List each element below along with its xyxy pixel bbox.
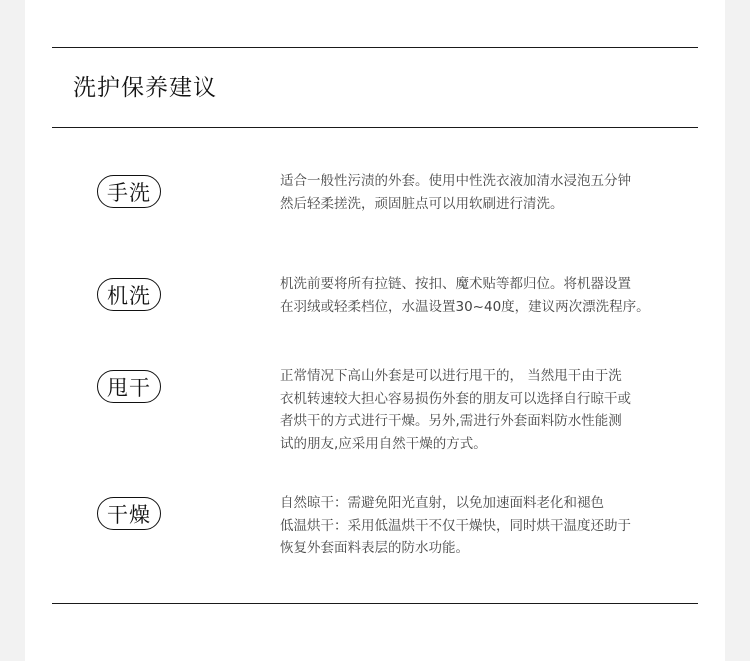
description-line: 正常情况下高山外套是可以进行甩干的， 当然甩干由于洗 (280, 368, 622, 384)
description-line: 试的朋友,应采用自然干燥的方式。 (280, 435, 487, 452)
bottom-divider (52, 603, 698, 604)
description-line: 者烘干的方式进行干燥。另外,需进行外套面料防水性能测 (280, 413, 622, 429)
top-divider (52, 47, 698, 48)
description-line: 衣机转速较大担心容易损伤外套的朋友可以选择自行晾干或 (280, 390, 631, 407)
care-label-badge: 机洗 (97, 278, 161, 311)
section-title: 洗护保养建议 (73, 75, 217, 101)
care-label-badge: 手洗 (97, 175, 161, 208)
description-line: 自然晾干：需避免阳光直射，以免加速面料老化和褪色 (280, 495, 604, 511)
description-line: 低温烘干：采用低温烘干不仅干燥快，同时烘干温度还助于 (280, 517, 631, 534)
care-description (280, 365, 665, 455)
care-label-badge: 甩干 (97, 370, 161, 403)
description-line: 然后轻柔搓洗，顽固脏点可以用软刷进行清洗。 (280, 195, 564, 212)
description-line: 机洗前要将所有拉链、按扣、魔术贴等都归位。将机器设置 (280, 276, 631, 292)
title-divider (52, 127, 698, 128)
care-description (280, 273, 665, 318)
description-line: 恢复外套面料表层的防水功能。 (280, 540, 469, 556)
care-description (280, 170, 665, 215)
care-label-badge: 干燥 (97, 497, 161, 530)
description-line: 适合一般性污渍的外套。使用中性洗衣液加清水浸泡五分钟 (280, 173, 631, 189)
care-card (25, 0, 725, 661)
description-line: 在羽绒或轻柔档位，水温设置30~40度，建议两次漂洗程序。 (280, 298, 650, 315)
care-description (280, 492, 665, 560)
